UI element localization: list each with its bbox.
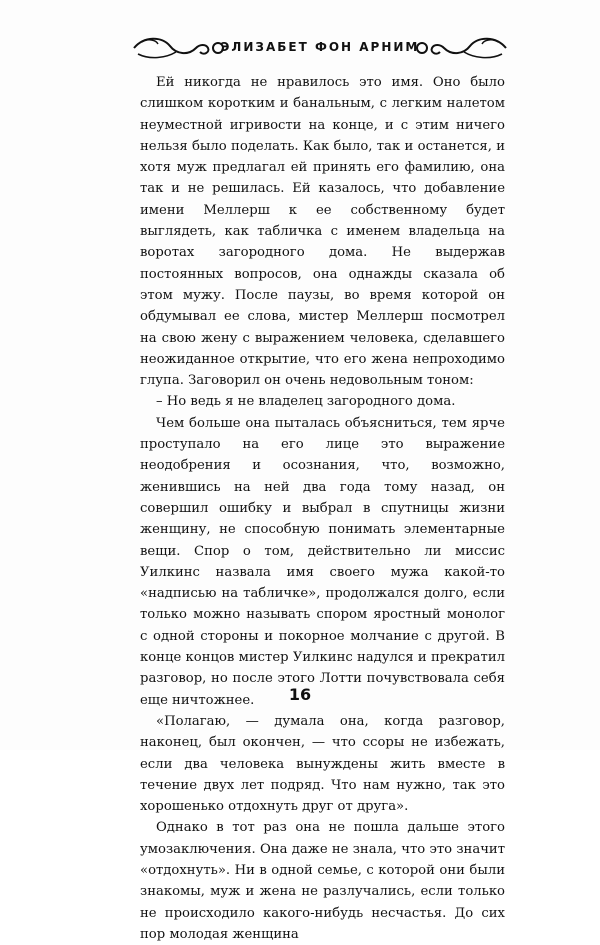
paragraph: Чем больше она пыталась объясниться, тем ярче проступало на его лице это выражение неодобрения и осознания, что, возможно, женившись на ней два года тому назад, он совершил ошибку и выбрал в спутницы жизни женщину, не способную понимать элементарные вещи. Спор о том, действительно ли миссис Уилкинс назвала имя своего мужа какой-то «надписью на табличке», продолжался долго, если только можно называть спором яростный монолог с одной стороны и покорное молчание с другой. В конце концов мистер Уилкинс надулся и прекратил разговор, но после этого Лотти почувствовала себя еще ничтожнее. [140,415,505,708]
paragraph: – Но ведь я не владелец загородного дома. [156,394,456,410]
paragraph: Ей никогда не нравилось это имя. Оно было слишком коротким и банальным, с легким налетом неуместной игривости на конце, и с этим ничего нельзя было поделать. Как было, так и останется, и хотя муж предлагал ей принять его фамилию, она так и не решилась. Ей казалось, что добавление имени Меллерш к ее собственному будет выглядеть, как табличка с именем владельца на воротах загородного дома. Не выдержав постоянных вопросов, она однажды сказала об этом мужу. После паузы, во время которой он обдумывал ее слова, мистер Меллерш посмотрел на свою жену с выражением человека, сделавшего неожиданное открытие, что его жена непроходимо глупа. Заговорил он очень недовольным тоном: [140,75,505,389]
running-title: ЭЛИЗАБЕТ ФОН АРНИМ [220,40,420,54]
paragraph: Однако в тот раз она не пошла дальше этого умозаключения. Она даже не знала, что это значит «отдохнуть». Ни в одной семье, с которой они были знакомы, муж и жена не разлучались, если только не происходило какого-нибудь несчастья. До сих пор молодая женщина [140,820,505,942]
running-head [140,34,500,64]
paragraph: «Полагаю, — думала она, когда разговор, наконец, был окончен, — что ссоры не избежать, если два человека вынуждены жить вместе в течение двух лет подряд. Что нам нужно, так это хорошенько отдохнуть друг от друга». [140,713,505,815]
right-flourish-ornament [408,34,508,62]
page-number: 16 [288,685,312,704]
body-text [140,72,505,945]
